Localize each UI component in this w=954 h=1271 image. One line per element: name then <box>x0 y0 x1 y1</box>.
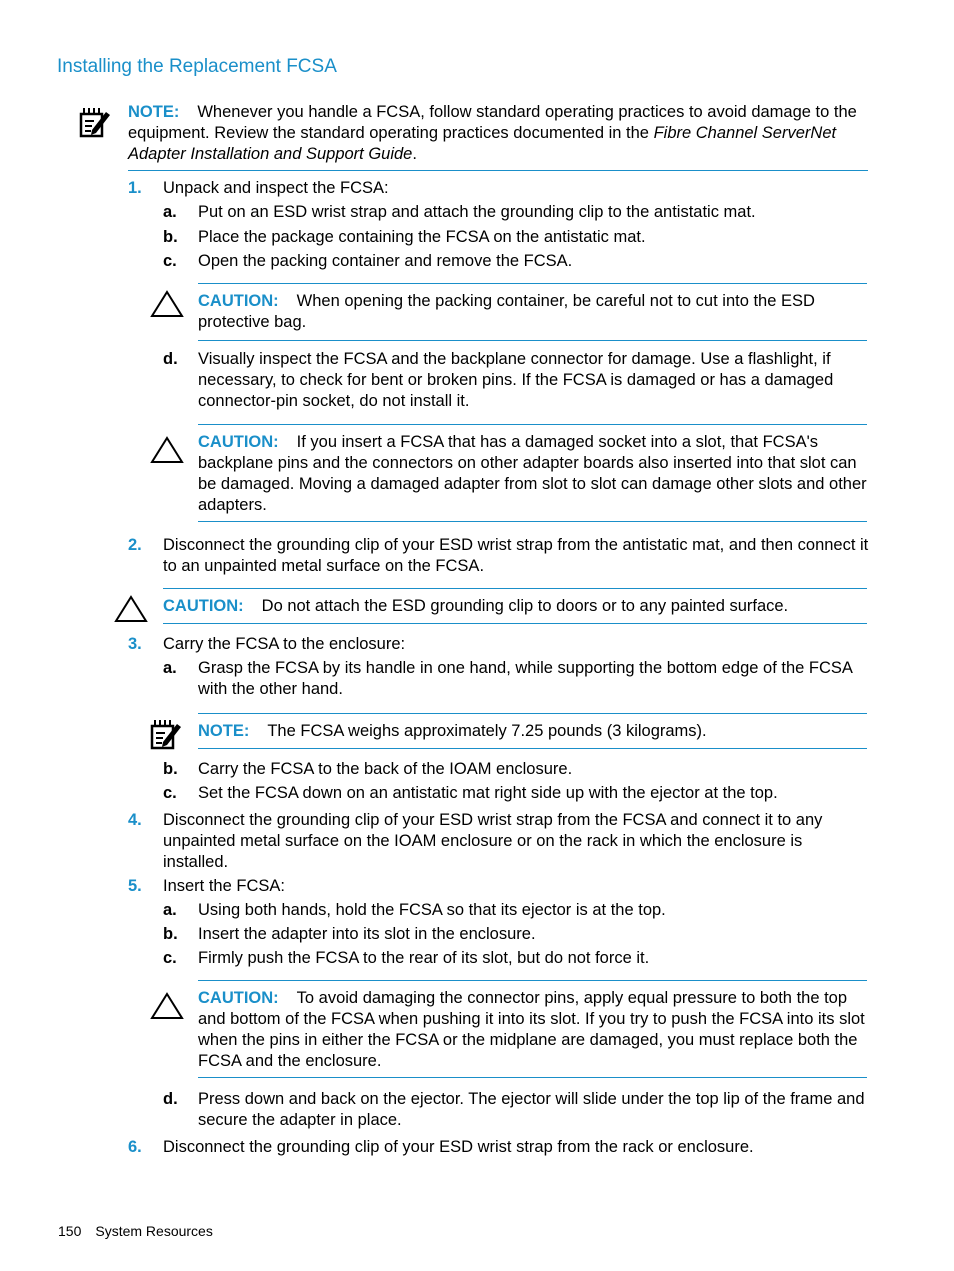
substep-text: Visually inspect the FCSA and the backplane connector for damage. Use a flashlight, if necessary, to check for bent or broken pins. If the FCSA is damaged or has a damaged connector-pin socket, do not install it. <box>198 350 834 410</box>
substep-text: Open the packing container and remove the FCSA. <box>198 252 573 270</box>
guide-title: Fibre Channel ServerNet Adapter Installation and Support Guide <box>128 124 837 163</box>
note-pencil-icon <box>149 718 183 750</box>
substep-letter: c. <box>163 949 177 967</box>
note-text: Whenever you handle a FCSA, follow standard operating practices to avoid damage to the equipment. Review the standard operating practices documented in the <box>128 103 857 142</box>
caution-triangle-icon <box>150 290 184 318</box>
step-number: 6. <box>128 1138 142 1156</box>
step-number: 1. <box>128 179 142 197</box>
substep-text: Place the package containing the FCSA on the antistatic mat. <box>198 228 646 246</box>
substep-text: Using both hands, hold the FCSA so that its ejector is at the top. <box>198 901 666 919</box>
step-text: Unpack and inspect the FCSA: <box>163 179 389 197</box>
substep-text: Press down and back on the ejector. The ejector will slide under the top lip of the frame and secure the adapter in place. <box>198 1090 865 1129</box>
note-pencil-icon <box>78 106 112 138</box>
caution-box: CAUTION: To avoid damaging the connector pins, apply equal pressure to both the top and bottom of the FCSA when pushing it into its slot. If you try to push the FCSA into its slot when the pins in either the FCSA or the midplane are damaged, you must replace both the FCSA and the enclosure. <box>198 980 867 1078</box>
substep-letter: c. <box>163 784 177 802</box>
caution-box: CAUTION: When opening the packing container, be careful not to cut into the ESD protective bag. <box>198 283 867 341</box>
caution-box: CAUTION: If you insert a FCSA that has a damaged socket into a slot, that FCSA's backplane pins and the connectors on other adapter boards also inserted into that slot can be damaged. Moving a damaged adapter from slot to slot can damage other slots and other adapters. <box>198 424 867 522</box>
caution-triangle-icon <box>114 595 148 623</box>
substep-letter: b. <box>163 925 178 943</box>
page-number: 150 <box>58 1223 82 1239</box>
substep-text: Grasp the FCSA by its handle in one hand, while supporting the bottom edge of the FCSA with the other hand. <box>198 659 852 698</box>
step-text: Carry the FCSA to the enclosure: <box>163 635 406 653</box>
substep-text: Carry the FCSA to the back of the IOAM enclosure. <box>198 760 573 778</box>
step-text: Disconnect the grounding clip of your ESD wrist strap from the FCSA and connect it to any unpainted metal surface on the IOAM enclosure or on the rack in which the enclosure is installed. <box>163 811 823 871</box>
substep-text: Put on an ESD wrist strap and attach the grounding clip to the antistatic mat. <box>198 203 756 221</box>
section-heading: Installing the Replacement FCSA <box>57 56 337 77</box>
section-name: System Resources <box>95 1223 213 1239</box>
substep-letter: a. <box>163 659 177 677</box>
caution-triangle-icon <box>150 436 184 464</box>
page-footer <box>58 1222 213 1240</box>
substep-letter: d. <box>163 1090 178 1108</box>
step-number: 3. <box>128 635 142 653</box>
substep-letter: a. <box>163 203 177 221</box>
substep-letter: b. <box>163 760 178 778</box>
step-number: 4. <box>128 811 142 829</box>
note-box: NOTE: Whenever you handle a FCSA, follow standard operating practices to avoid damage to the equipment. Review the standard operating practices documented in the Fibre Channel ServerNet Adapter Installation and Support Guide. <box>128 101 868 171</box>
note-label: NOTE: <box>128 103 180 121</box>
caution-box: CAUTION: Do not attach the ESD grounding clip to doors or to any painted surface. <box>163 588 867 624</box>
step-text: Disconnect the grounding clip of your ESD wrist strap from the antistatic mat, and then connect it to an unpainted metal surface on the FCSA. <box>163 536 869 575</box>
substep-text: Firmly push the FCSA to the rear of its slot, but do not force it. <box>198 949 650 967</box>
substep-text: Insert the adapter into its slot in the enclosure. <box>198 925 536 943</box>
note-box: NOTE: The FCSA weighs approximately 7.25 pounds (3 kilograms). <box>198 713 867 749</box>
substep-letter: a. <box>163 901 177 919</box>
step-text: Insert the FCSA: <box>163 877 285 895</box>
substep-letter: c. <box>163 252 177 270</box>
step-number: 2. <box>128 536 142 554</box>
substep-letter: b. <box>163 228 178 246</box>
substep-letter: d. <box>163 350 178 368</box>
step-text: Disconnect the grounding clip of your ESD wrist strap from the rack or enclosure. <box>163 1138 754 1156</box>
step-number: 5. <box>128 877 142 895</box>
substep-text: Set the FCSA down on an antistatic mat right side up with the ejector at the top. <box>198 784 778 802</box>
caution-triangle-icon <box>150 992 184 1020</box>
